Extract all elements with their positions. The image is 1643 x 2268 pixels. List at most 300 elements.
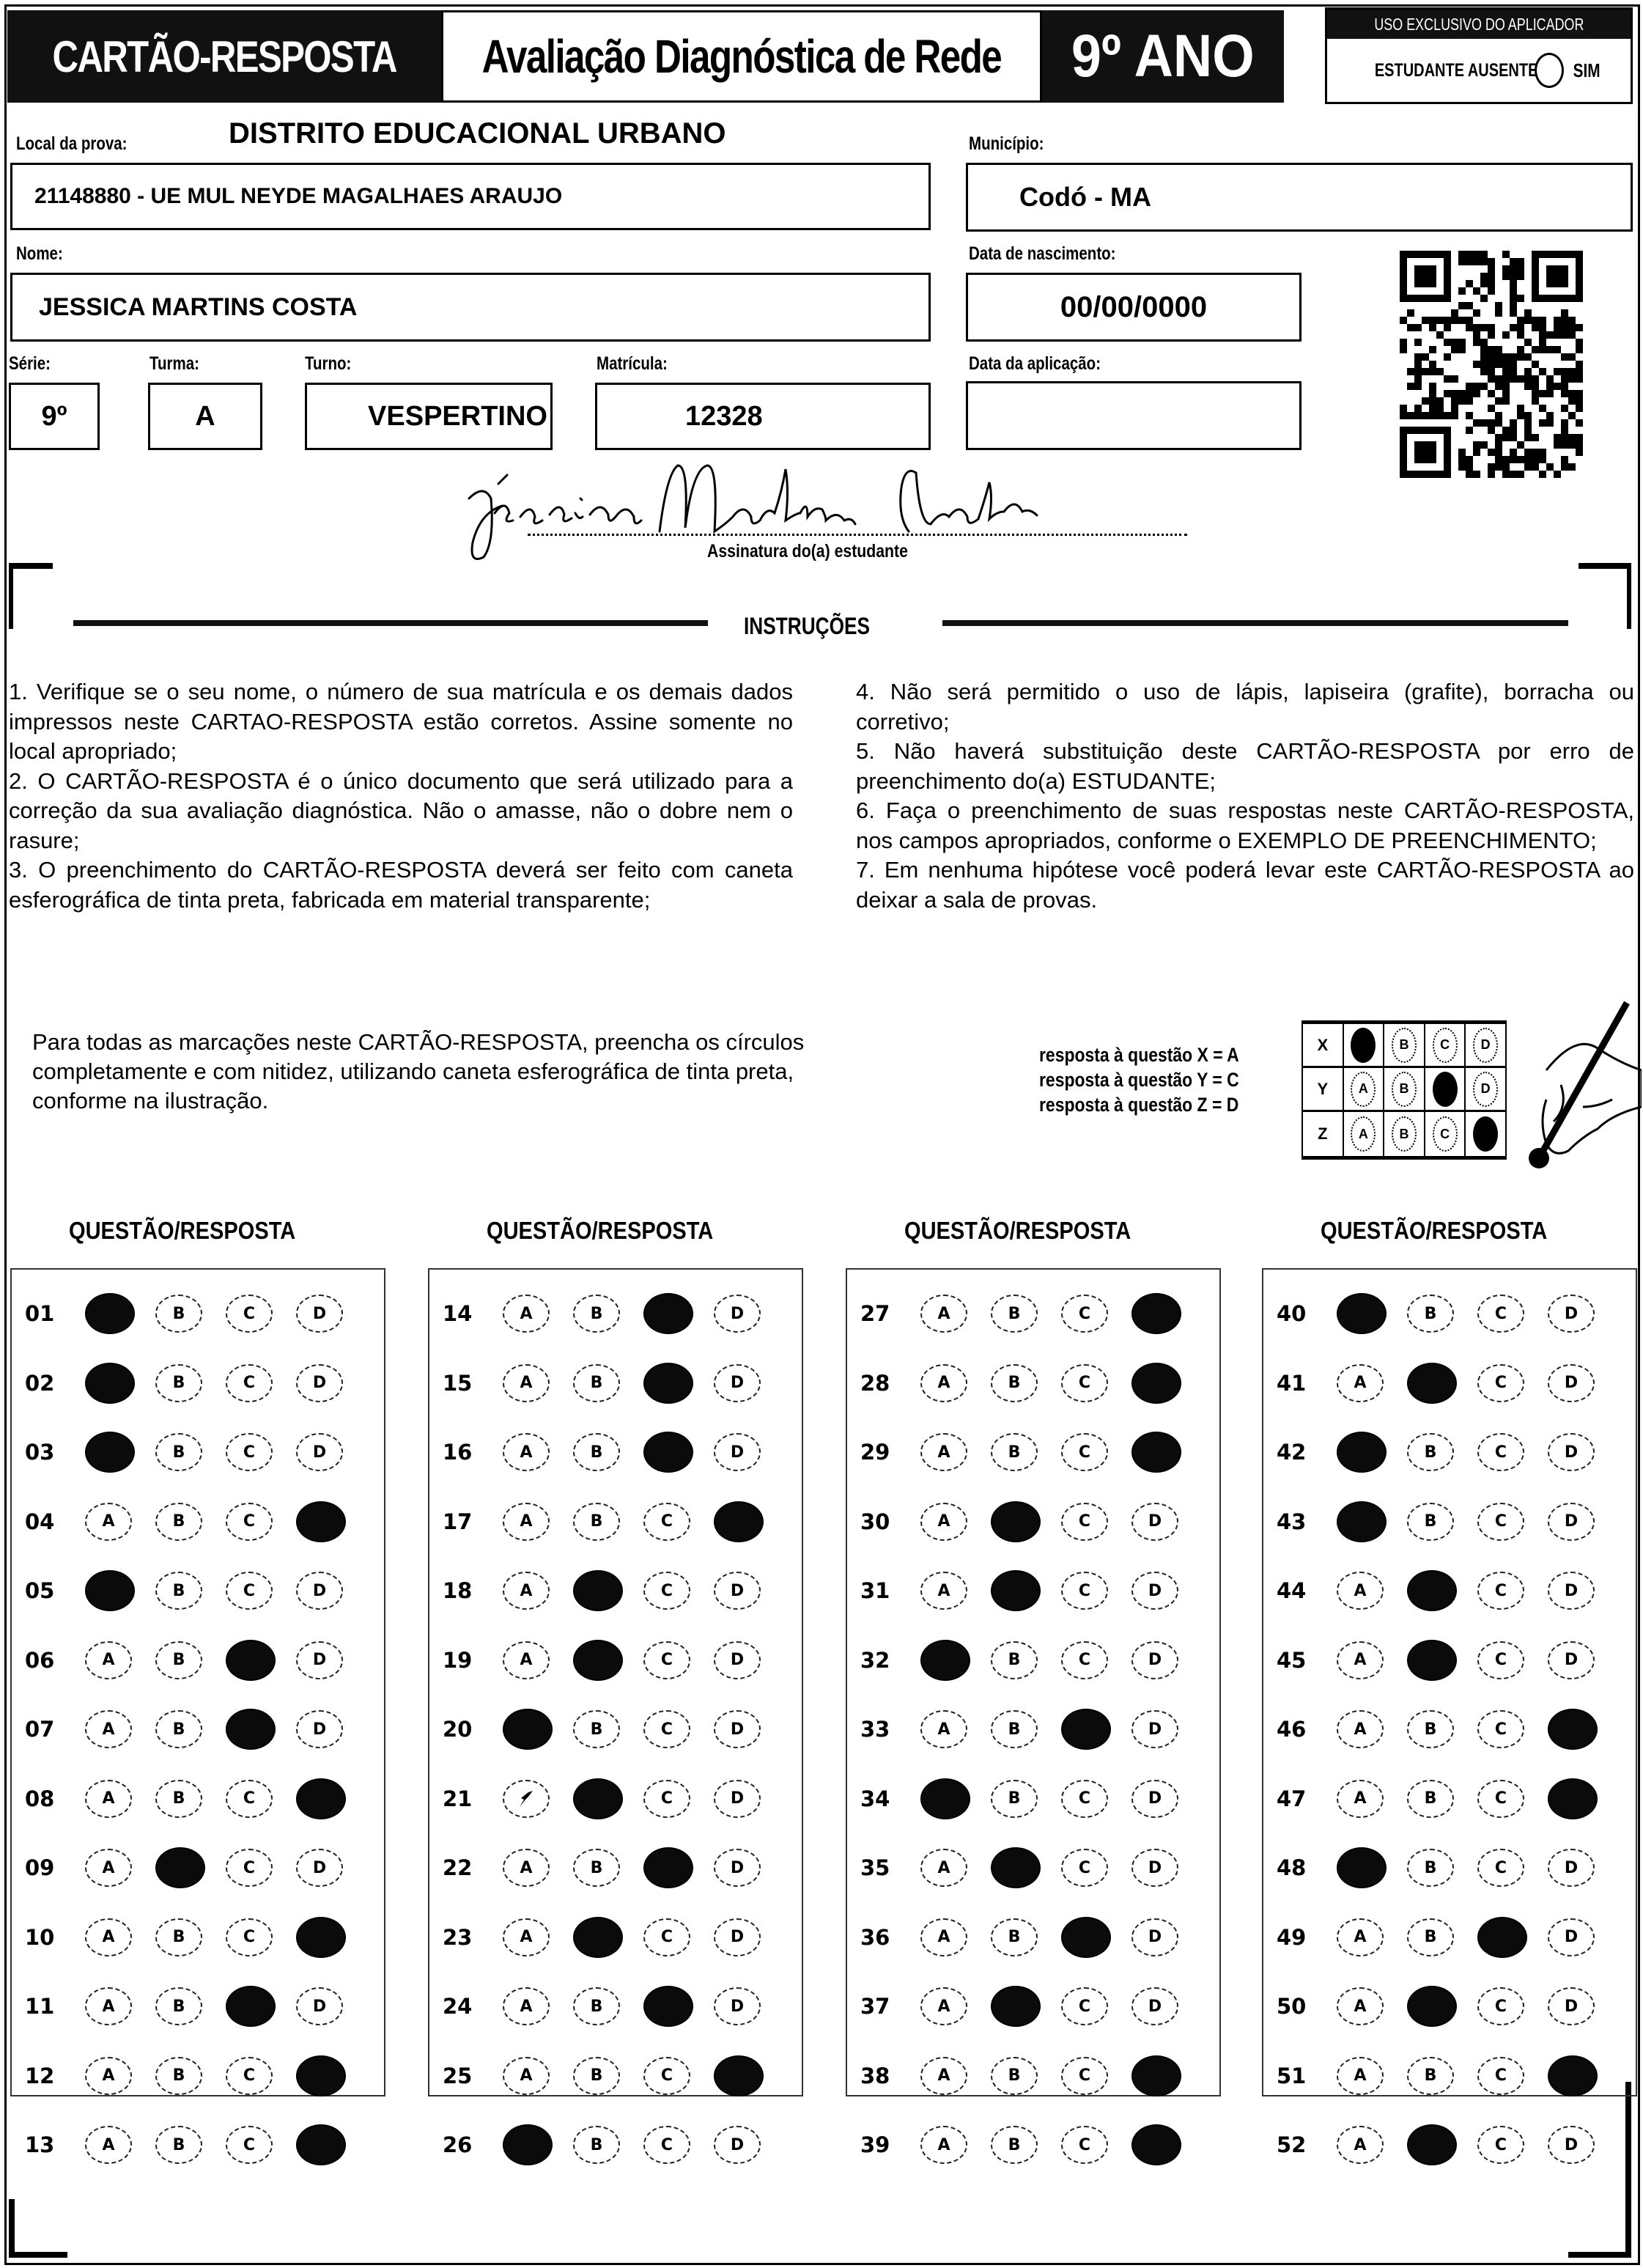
answer-bubble-d[interactable]: D [1131, 1780, 1178, 1818]
question-row-51 [1263, 2054, 1636, 2098]
answer-bubble-c[interactable]: C [643, 1641, 690, 1679]
answer-bubble-d[interactable]: D [296, 1987, 343, 2025]
answer-bubble-a[interactable]: A [503, 1572, 550, 1610]
question-number: 27 [860, 1301, 890, 1326]
answer-bubble-b[interactable]: B [1407, 1433, 1454, 1471]
answer-bubble-b[interactable]: B [991, 1433, 1038, 1471]
answer-bubble-a[interactable]: A [503, 1433, 550, 1471]
answer-bubble-a[interactable] [503, 1780, 550, 1818]
question-number: 17 [443, 1509, 473, 1534]
corner-mark-top-left-h [9, 563, 53, 569]
answer-bubble-b[interactable]: B [573, 1987, 620, 2025]
answer-bubble-d[interactable]: D [714, 1364, 761, 1402]
question-number: 28 [860, 1370, 890, 1396]
answer-bubble-c[interactable]: C [1477, 1572, 1524, 1610]
answer-bubble-c[interactable]: C [226, 1503, 273, 1541]
answer-bubble-c[interactable]: C [226, 1364, 273, 1402]
nascimento-value: 00/00/0000 [1060, 290, 1208, 323]
answer-bubble-d[interactable]: D [296, 1641, 343, 1679]
answer-bubble-a[interactable]: A [85, 2057, 132, 2095]
answer-bubble-b[interactable]: B [573, 1849, 620, 1887]
answer-bubble-b[interactable]: B [573, 1433, 620, 1471]
grade-title-text: 9º ANO [1071, 23, 1255, 89]
answer-bubble-d[interactable]: D [714, 1918, 761, 1956]
aplicacao-field[interactable] [966, 381, 1302, 450]
answer-bubble-b[interactable]: B [573, 1364, 620, 1402]
example-cell [1384, 1068, 1425, 1110]
answer-bubble-a[interactable]: A [85, 1987, 132, 2025]
answer-bubble-c[interactable]: C [643, 1710, 690, 1748]
instructions-left-column [9, 677, 793, 915]
question-number: 33 [860, 1717, 890, 1742]
qr-code [1400, 251, 1583, 478]
answer-bubble-d[interactable]: D [1131, 1918, 1178, 1956]
question-row-38 [847, 2054, 1219, 2098]
question-row-01 [12, 1292, 384, 1336]
example-legend [1039, 1042, 1274, 1117]
answer-bubble-d[interactable]: D [1548, 1433, 1595, 1471]
answer-bubble-c[interactable]: C [1477, 1849, 1524, 1887]
answer-bubble-c[interactable]: C [1477, 2126, 1524, 2164]
answer-bubble-d[interactable]: D [296, 1572, 343, 1610]
answer-bubble-d[interactable] [1548, 2055, 1598, 2096]
answer-bubble-d[interactable]: D [1131, 1710, 1178, 1748]
answer-bubble-a[interactable]: A [920, 1433, 967, 1471]
answer-bubble-d[interactable] [714, 1501, 764, 1542]
example-bubble-d: D [1473, 1072, 1498, 1107]
answer-bubble-c[interactable] [226, 1640, 276, 1681]
answer-bubble-c[interactable] [643, 1986, 693, 2027]
grade-title [1042, 10, 1284, 103]
answer-bubble-d[interactable]: D [296, 1849, 343, 1887]
answer-bubble-d[interactable]: D [1131, 1641, 1178, 1679]
answer-bubble-a[interactable]: A [1337, 2126, 1384, 2164]
question-number: 15 [443, 1370, 473, 1396]
example-bubble-b: B [1392, 1116, 1417, 1152]
answer-bubble-a[interactable]: A [1337, 1364, 1384, 1402]
answer-bubble-c[interactable]: C [643, 1572, 690, 1610]
answer-bubble-d[interactable]: D [1548, 1918, 1595, 1956]
corner-mark-bottom-left-v [9, 2199, 15, 2258]
nascimento-field [966, 273, 1302, 342]
example-cell [1344, 1068, 1385, 1110]
answer-bubble-a[interactable]: A [85, 1710, 132, 1748]
answer-bubble-b[interactable] [155, 1847, 205, 1888]
answer-bubble-c[interactable]: C [226, 1780, 273, 1818]
answer-bubble-a[interactable] [1337, 1293, 1387, 1334]
answer-bubble-b[interactable]: B [155, 1641, 202, 1679]
answer-bubble-c[interactable]: C [1061, 1503, 1108, 1541]
answer-bubble-b[interactable] [991, 1986, 1041, 2027]
answer-bubble-d[interactable]: D [714, 1433, 761, 1471]
answer-bubble-b[interactable]: B [1407, 1503, 1454, 1541]
answer-bubble-d[interactable]: D [1131, 1987, 1178, 2025]
answer-bubble-b[interactable]: B [1407, 2057, 1454, 2095]
answer-bubble-a[interactable]: A [503, 1364, 550, 1402]
answer-bubble-d[interactable]: D [1548, 1572, 1595, 1610]
answer-bubble-a[interactable] [1337, 1847, 1387, 1888]
answer-bubble-c[interactable]: C [643, 2126, 690, 2164]
answer-bubble-b[interactable]: B [991, 1918, 1038, 1956]
answer-bubble-c[interactable]: C [1061, 1433, 1108, 1471]
answer-bubble-b[interactable]: B [155, 1503, 202, 1541]
question-number: 39 [860, 2132, 890, 2157]
answer-bubble-d[interactable]: D [714, 1849, 761, 1887]
answer-bubble-c[interactable]: C [1061, 1780, 1108, 1818]
question-number: 06 [25, 1647, 55, 1673]
answer-bubble-b[interactable]: B [1407, 1918, 1454, 1956]
answer-bubble-a[interactable] [920, 1640, 970, 1681]
aplicacao-label: Data da aplicação: [969, 353, 1101, 374]
question-number: 11 [25, 1994, 55, 2019]
question-row-32 [847, 1638, 1219, 1682]
answer-bubble-a[interactable]: A [85, 1918, 132, 1956]
answer-bubble-a[interactable]: A [503, 1503, 550, 1541]
answer-bubble-a[interactable] [503, 2124, 553, 2165]
question-number: 21 [443, 1786, 473, 1811]
answer-bubble-c[interactable]: C [643, 2057, 690, 2095]
question-number: 46 [1277, 1717, 1307, 1742]
answer-bubble-b[interactable]: B [1407, 1295, 1454, 1333]
answer-bubble-d[interactable]: D [714, 1780, 761, 1818]
answer-bubble-a[interactable] [85, 1293, 135, 1334]
answer-bubble-c[interactable]: C [1477, 1641, 1524, 1679]
answer-bubble-c[interactable] [643, 1363, 693, 1404]
answer-bubble-c[interactable]: C [643, 1503, 690, 1541]
answer-bubble-a[interactable] [85, 1570, 135, 1611]
answer-bubble-d[interactable] [1548, 1778, 1598, 1819]
corner-mark-top-right-v [1627, 563, 1631, 629]
answer-bubble-c[interactable] [226, 1709, 276, 1750]
answer-bubble-a[interactable] [503, 1709, 553, 1750]
instruction-item: 4. Não será permitido o uso de lápis, lapiseira (grafite), borracha ou corretivo; [856, 679, 1634, 734]
answer-bubble-a[interactable]: A [1337, 1918, 1384, 1956]
answer-bubble-d[interactable] [1131, 1363, 1181, 1404]
answer-bubble-c[interactable]: C [226, 1918, 273, 1956]
question-number: 25 [443, 2063, 473, 2088]
answer-bubble-b[interactable] [1407, 1570, 1457, 1611]
answer-bubble-d[interactable]: D [1131, 1572, 1178, 1610]
answer-bubble-c[interactable]: C [1477, 1364, 1524, 1402]
example-legend-line: resposta à questão Z = D [1039, 1094, 1239, 1116]
answer-bubble-d[interactable]: D [714, 1295, 761, 1333]
answer-bubble-b[interactable]: B [573, 1295, 620, 1333]
answer-bubble-a[interactable] [920, 1778, 970, 1819]
question-number: 07 [25, 1717, 55, 1742]
question-row-05 [12, 1569, 384, 1613]
answer-bubble-b[interactable]: B [155, 1780, 202, 1818]
nascimento-label: Data de nascimento: [969, 243, 1116, 264]
question-number: 45 [1277, 1647, 1307, 1673]
answer-bubble-d[interactable]: D [714, 1572, 761, 1610]
answer-bubble-d[interactable]: D [1548, 2126, 1595, 2164]
answer-bubble-b[interactable]: B [991, 1295, 1038, 1333]
answer-bubble-c[interactable]: C [1477, 1433, 1524, 1471]
absent-bubble[interactable] [1535, 53, 1564, 88]
answer-bubble-d[interactable]: D [1548, 1849, 1595, 1887]
question-row-44 [1263, 1569, 1636, 1613]
answer-bubble-d[interactable]: D [296, 1710, 343, 1748]
turma-field [148, 383, 262, 450]
answer-bubble-d[interactable] [296, 1917, 346, 1958]
question-number: 03 [25, 1440, 55, 1465]
answer-bubble-c[interactable] [643, 1293, 693, 1334]
answer-bubble-d[interactable]: D [1548, 1503, 1595, 1541]
answer-bubble-d[interactable]: D [296, 1295, 343, 1333]
answer-bubble-a[interactable]: A [1337, 1641, 1384, 1679]
answer-bubble-a[interactable] [85, 1432, 135, 1473]
answer-bubble-d[interactable] [296, 2055, 346, 2096]
answer-bubble-c[interactable]: C [1477, 1710, 1524, 1748]
answer-bubble-a[interactable]: A [85, 1849, 132, 1887]
answer-bubble-c[interactable]: C [1477, 1295, 1524, 1333]
answer-bubble-b[interactable]: B [155, 1364, 202, 1402]
answer-bubble-c[interactable]: C [1061, 1641, 1108, 1679]
exam-title [441, 10, 1042, 103]
answer-bubble-b[interactable] [1407, 1363, 1457, 1404]
answer-bubble-c[interactable]: C [1477, 1503, 1524, 1541]
answer-bubble-b[interactable]: B [1407, 1780, 1454, 1818]
answer-bubble-a[interactable]: A [920, 1849, 967, 1887]
question-row-18 [429, 1569, 802, 1613]
answer-bubble-a[interactable]: A [920, 1364, 967, 1402]
answer-bubble-d[interactable]: D [1548, 1641, 1595, 1679]
question-row-13 [12, 2123, 384, 2167]
answer-bubble-d[interactable]: D [1548, 1364, 1595, 1402]
answer-bubble-a[interactable]: A [503, 1849, 550, 1887]
example-legend-line: resposta à questão Y = C [1039, 1069, 1239, 1091]
answer-bubble-b[interactable]: B [573, 1503, 620, 1541]
answer-bubble-d[interactable] [1131, 2055, 1181, 2096]
question-row-36 [847, 1915, 1219, 1959]
municipio-label: Município: [969, 133, 1044, 154]
question-number: 32 [860, 1647, 890, 1673]
question-number: 02 [25, 1370, 55, 1396]
question-row-07 [12, 1707, 384, 1751]
answer-bubble-c[interactable] [643, 1432, 693, 1473]
answer-bubble-a[interactable]: A [85, 1641, 132, 1679]
answer-bubble-b[interactable] [1407, 1640, 1457, 1681]
answer-bubble-b[interactable]: B [155, 1295, 202, 1333]
answer-bubble-c[interactable]: C [226, 1849, 273, 1887]
corner-mark-top-left-v [9, 563, 13, 629]
answer-bubble-b[interactable] [991, 1570, 1041, 1611]
answer-bubble-d[interactable]: D [714, 1641, 761, 1679]
question-number: 38 [860, 2063, 890, 2088]
answer-bubble-c[interactable]: C [226, 1295, 273, 1333]
answer-bubble-b[interactable]: B [573, 2057, 620, 2095]
answer-bubble-d[interactable]: D [296, 1433, 343, 1471]
question-number: 14 [443, 1301, 473, 1326]
answer-bubble-b[interactable] [573, 1570, 623, 1611]
answer-bubble-c[interactable] [1061, 1709, 1111, 1750]
turno-value: VESPERTINO [368, 400, 547, 432]
answer-bubble-c[interactable]: C [1061, 2126, 1108, 2164]
nome-label: Nome: [16, 243, 63, 264]
matricula-value: 12328 [685, 400, 763, 432]
answer-bubble-c[interactable]: C [643, 1918, 690, 1956]
question-number: 24 [443, 1994, 473, 2019]
question-number: 04 [25, 1509, 55, 1534]
answer-bubble-a[interactable]: A [85, 1503, 132, 1541]
answer-bubble-b[interactable]: B [991, 1364, 1038, 1402]
example-cell [1384, 1024, 1425, 1066]
answer-bubble-a[interactable]: A [1337, 1572, 1384, 1610]
answer-bubble-a[interactable] [85, 1363, 135, 1404]
answer-bubble-c[interactable]: C [643, 1780, 690, 1818]
question-number: 26 [443, 2132, 473, 2157]
answer-bubble-c[interactable]: C [1477, 2057, 1524, 2095]
answer-bubble-c[interactable]: C [1061, 1987, 1108, 2025]
question-number: 18 [443, 1578, 473, 1603]
answer-bubble-b[interactable]: B [155, 1987, 202, 2025]
answer-bubble-a[interactable]: A [503, 1295, 550, 1333]
answer-bubble-b[interactable] [1407, 2124, 1457, 2165]
answer-bubble-a[interactable] [1337, 1432, 1387, 1473]
question-row-02 [12, 1361, 384, 1405]
answer-bubble-d[interactable]: D [1131, 1849, 1178, 1887]
answer-bubble-b[interactable]: B [1407, 1710, 1454, 1748]
answer-bubble-c[interactable]: C [226, 1572, 273, 1610]
instruction-item: 5. Não haverá substituição deste CARTÃO-RESPOSTA por erro de preenchimento do(a) ESTUDANTE; [856, 738, 1634, 794]
question-number: 47 [1277, 1786, 1307, 1811]
answer-bubble-c[interactable] [643, 1847, 693, 1888]
answer-bubble-b[interactable]: B [155, 1572, 202, 1610]
answer-bubble-d[interactable] [1131, 1432, 1181, 1473]
answer-bubble-b[interactable]: B [991, 1641, 1038, 1679]
answer-bubble-d[interactable]: D [1131, 1503, 1178, 1541]
corner-mark-top-right-h [1579, 563, 1631, 569]
answer-bubble-c[interactable] [1061, 1917, 1111, 1958]
answer-bubble-d[interactable] [296, 1501, 346, 1542]
question-number: 29 [860, 1440, 890, 1465]
question-number: 42 [1277, 1440, 1307, 1465]
answer-bubble-b[interactable]: B [155, 1710, 202, 1748]
stray-mark-icon [515, 1788, 537, 1810]
answer-bubble-c[interactable] [226, 1986, 276, 2027]
answer-bubble-a[interactable]: A [920, 1503, 967, 1541]
answer-bubble-c[interactable]: C [226, 1433, 273, 1471]
question-row-12 [12, 2054, 384, 2098]
answer-bubble-d[interactable]: D [714, 2126, 761, 2164]
answer-bubble-c[interactable]: C [1477, 1987, 1524, 2025]
answer-bubble-a[interactable]: A [1337, 1710, 1384, 1748]
answer-bubble-c[interactable] [1477, 1917, 1527, 1958]
answer-bubble-b[interactable] [573, 1778, 623, 1819]
question-row-49 [1263, 1915, 1636, 1959]
answer-bubble-a[interactable]: A [503, 2057, 550, 2095]
answer-bubble-b[interactable]: B [155, 1918, 202, 1956]
absent-label: ESTUDANTE AUSENTE [1374, 59, 1538, 81]
answer-bubble-c[interactable]: C [226, 2126, 273, 2164]
example-bubble-c: C [1433, 1116, 1458, 1152]
answer-bubble-d[interactable] [296, 2124, 346, 2165]
answer-bubble-d[interactable] [714, 2055, 764, 2096]
answer-bubble-d[interactable]: D [1548, 1987, 1595, 2025]
exam-title-text: Avaliação Diagnóstica de Rede [481, 30, 1002, 83]
card-title [7, 10, 441, 103]
answer-bubble-b[interactable] [991, 1501, 1041, 1542]
answer-bubble-d[interactable] [1548, 1709, 1598, 1750]
answer-bubble-a[interactable]: A [85, 1780, 132, 1818]
answer-bubble-b[interactable]: B [1407, 1849, 1454, 1887]
answer-bubble-a[interactable]: A [503, 1987, 550, 2025]
answer-bubble-d[interactable] [1131, 1293, 1181, 1334]
answer-bubble-d[interactable]: D [714, 1987, 761, 2025]
answer-bubble-d[interactable]: D [296, 1364, 343, 1402]
absent-option-label: SIM [1573, 59, 1600, 81]
example-cell [1425, 1112, 1466, 1156]
answer-bubble-c[interactable]: C [1061, 1364, 1108, 1402]
answer-bubble-b[interactable] [573, 1640, 623, 1681]
answer-bubble-c[interactable]: C [1061, 2057, 1108, 2095]
serie-value: 9º [41, 400, 67, 432]
answer-bubble-b[interactable] [573, 1917, 623, 1958]
answer-bubble-b[interactable]: B [991, 2057, 1038, 2095]
answer-bubble-b[interactable]: B [573, 2126, 620, 2164]
question-row-21 [429, 1777, 802, 1821]
answer-bubble-a[interactable]: A [85, 2126, 132, 2164]
turno-label: Turno: [305, 353, 352, 374]
answer-bubble-b[interactable]: B [155, 1433, 202, 1471]
answer-bubble-c[interactable]: C [1061, 1295, 1108, 1333]
answer-bubble-c[interactable]: C [1061, 1849, 1108, 1887]
answer-bubble-a[interactable]: A [1337, 1987, 1384, 2025]
example-bubble-b: B [1392, 1028, 1417, 1063]
answer-bubble-b[interactable]: B [155, 2126, 202, 2164]
answer-bubble-a[interactable]: A [920, 2126, 967, 2164]
question-number: 43 [1277, 1509, 1307, 1534]
answer-bubble-c[interactable]: C [1061, 1572, 1108, 1610]
question-column [10, 1268, 385, 2157]
example-bubble-c [1433, 1072, 1458, 1107]
answer-bubble-d[interactable] [296, 1778, 346, 1819]
question-row-19 [429, 1638, 802, 1682]
corner-mark-bottom-right-h [1568, 2252, 1631, 2258]
answer-bubble-a[interactable]: A [920, 1918, 967, 1956]
answer-bubble-a[interactable]: A [1337, 2057, 1384, 2095]
answer-bubble-a[interactable]: A [920, 1572, 967, 1610]
answer-bubble-b[interactable]: B [991, 1780, 1038, 1818]
answer-bubble-a[interactable]: A [920, 1710, 967, 1748]
example-bubble-a [1351, 1028, 1376, 1063]
answer-bubble-c[interactable]: C [1477, 1780, 1524, 1818]
answer-bubble-b[interactable]: B [573, 1710, 620, 1748]
answer-bubble-b[interactable]: B [991, 1710, 1038, 1748]
question-number: 35 [860, 1855, 890, 1880]
answer-bubble-d[interactable] [1131, 2124, 1181, 2165]
answer-bubble-a[interactable]: A [503, 1918, 550, 1956]
answer-bubble-b[interactable] [991, 1847, 1041, 1888]
answer-bubble-a[interactable]: A [1337, 1780, 1384, 1818]
answer-bubble-c[interactable]: C [226, 2057, 273, 2095]
answer-bubble-a[interactable]: A [503, 1641, 550, 1679]
instructions-title: INSTRUÇÕES [744, 613, 871, 639]
answer-bubble-b[interactable]: B [991, 2126, 1038, 2164]
answer-bubble-a[interactable] [1337, 1501, 1387, 1542]
question-row-45 [1263, 1638, 1636, 1682]
answer-bubble-d[interactable]: D [1548, 1295, 1595, 1333]
answer-bubble-a[interactable]: A [920, 1295, 967, 1333]
answer-bubble-a[interactable]: A [920, 1987, 967, 2025]
example-fill-grid [1302, 1020, 1507, 1160]
answer-bubble-a[interactable]: A [920, 2057, 967, 2095]
question-number: 13 [25, 2132, 55, 2157]
answer-bubble-b[interactable] [1407, 1986, 1457, 2027]
answer-bubble-d[interactable]: D [714, 1710, 761, 1748]
answer-bubble-b[interactable]: B [155, 2057, 202, 2095]
question-row-09 [12, 1846, 384, 1890]
